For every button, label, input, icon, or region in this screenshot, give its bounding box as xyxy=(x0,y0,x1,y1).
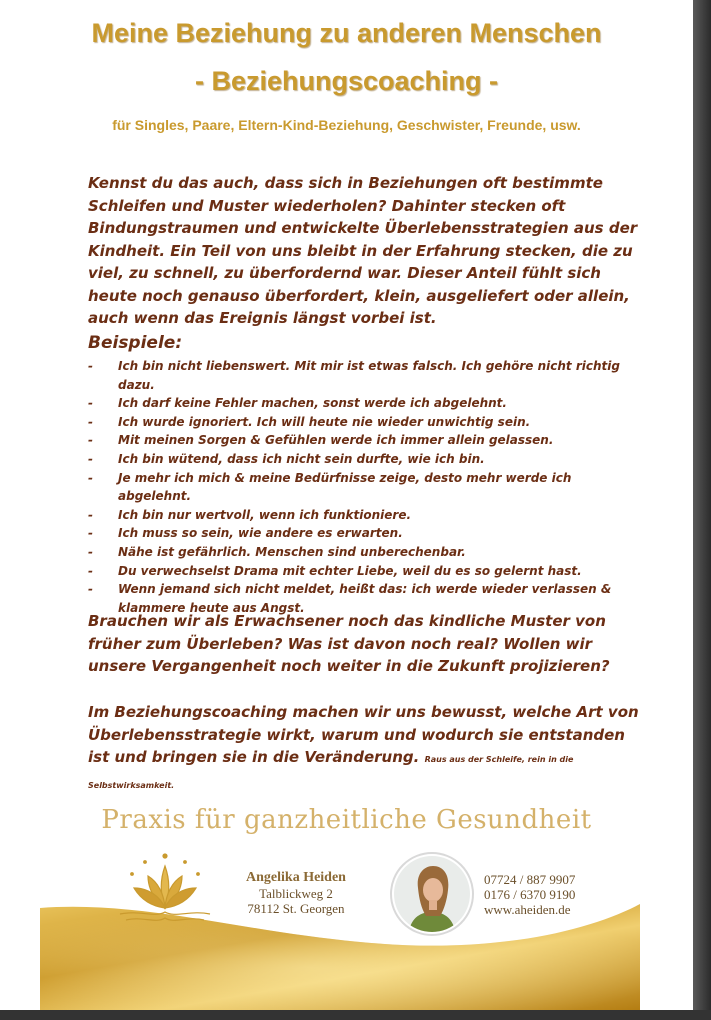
target-groups: für Singles, Paare, Eltern-Kind-Beziehung, Geschwister, Freunde, usw. xyxy=(112,117,581,133)
example-item xyxy=(88,394,648,413)
example-text: Ich bin wütend, dass ich nicht sein durfte, wie ich bin. xyxy=(118,451,485,466)
example-item xyxy=(88,562,648,581)
website-link[interactable]: www.aheiden.de xyxy=(484,902,571,917)
intro-paragraph: Kennst du das auch, dass sich in Beziehungen oft bestimmte Schleifen und Muster wiederholen? Dahinter stecken oft Bindungstraumen und entwickelte Überlebensstrategien aus der Kindheit. Ein Teil von uns bleibt in der Erfahrung stecken, die zu viel, zu schnell, zu überfordernd war. Dieser Anteil fühlt sich heute noch genauso überfordert, klein, ausgeliefert oder allein, auch wenn das Ereignis längst vorbei ist. xyxy=(88,174,638,327)
phone-mobile: 0176 / 6370 9190 xyxy=(484,887,576,902)
bullet-dash: - xyxy=(88,544,93,559)
lotus-logo-icon xyxy=(110,848,220,938)
coaching-text: Im Beziehungscoaching machen wir uns bewusst, welche Art von Überlebensstrategie wirkt, warum und wodurch sie entstanden ist und bringen sie in die Veränderung. xyxy=(88,703,639,766)
contact-city: 78112 St. Georgen xyxy=(247,901,345,916)
viewer-edge-bottom xyxy=(0,1010,711,1020)
example-item xyxy=(88,543,648,562)
example-item xyxy=(88,431,648,450)
example-text: Je mehr ich mich & meine Bedürfnisse zeige, desto mehr werde ich abgelehnt. xyxy=(118,470,572,504)
example-item xyxy=(88,450,648,469)
viewer-edge-right xyxy=(693,0,711,1020)
example-item xyxy=(88,524,648,543)
bullet-dash: - xyxy=(88,582,93,597)
coaching-paragraph xyxy=(88,701,648,797)
example-text: Ich bin nicht liebenswert. Mit mir ist etwas falsch. Ich gehöre nicht richtig dazu. xyxy=(118,359,620,392)
example-item xyxy=(88,469,648,506)
example-text: Du verwechselst Drama mit echter Liebe, weil du es so gelernt hast. xyxy=(118,563,582,578)
example-text: Mit meinen Sorgen & Gefühlen werde ich immer allein gelassen. xyxy=(118,433,554,448)
bullet-dash: - xyxy=(88,396,93,411)
bullet-dash: - xyxy=(88,433,93,448)
bullet-dash: - xyxy=(88,526,93,541)
page-subtitle: - Beziehungscoaching - xyxy=(194,66,499,96)
bullet-dash: - xyxy=(88,359,93,373)
contact-street: Talblickweg 2 xyxy=(259,886,333,901)
bullet-dash: - xyxy=(88,451,93,466)
bullet-dash: - xyxy=(88,414,93,429)
bullet-dash: - xyxy=(88,470,93,485)
examples-heading: Beispiele: xyxy=(88,333,183,353)
portrait-photo xyxy=(390,852,474,936)
example-text: Ich muss so sein, wie andere es erwarten. xyxy=(118,526,403,541)
bullet-dash: - xyxy=(88,563,93,578)
coaching-note: Raus aus der Schleife, rein in die Selbstwirksamkeit. xyxy=(88,755,574,790)
bullet-dash: - xyxy=(88,507,93,522)
example-item xyxy=(88,357,648,394)
example-text: Ich wurde ignoriert. Ich will heute nie wieder unwichtig sein. xyxy=(118,414,531,429)
example-item xyxy=(88,506,648,525)
practice-name: Praxis für ganzheitliche Gesundheit xyxy=(101,805,592,835)
page-title: Meine Beziehung zu anderen Menschen xyxy=(91,18,602,48)
example-text: Ich bin nur wertvoll, wenn ich funktioniere. xyxy=(118,507,412,522)
phone-landline: 07724 / 887 9907 xyxy=(484,872,576,887)
question-paragraph: Brauchen wir als Erwachsener noch das kindliche Muster von früher zum Überleben? Was ist davon noch real? Wollen wir unsere Vergangenheit noch weiter in die Zukunft projizieren? xyxy=(88,612,610,675)
examples-list xyxy=(88,357,648,617)
example-text: Nähe ist gefährlich. Menschen sind unberechenbar. xyxy=(118,544,466,559)
example-text: Ich darf keine Fehler machen, sonst werde ich abgelehnt. xyxy=(118,396,507,411)
contact-name: Angelika Heiden xyxy=(246,870,346,885)
example-text: Wenn jemand sich nicht meldet, heißt das: ich werde wieder verlassen & klammere heute aus Angst. xyxy=(118,582,612,615)
example-item xyxy=(88,413,648,432)
